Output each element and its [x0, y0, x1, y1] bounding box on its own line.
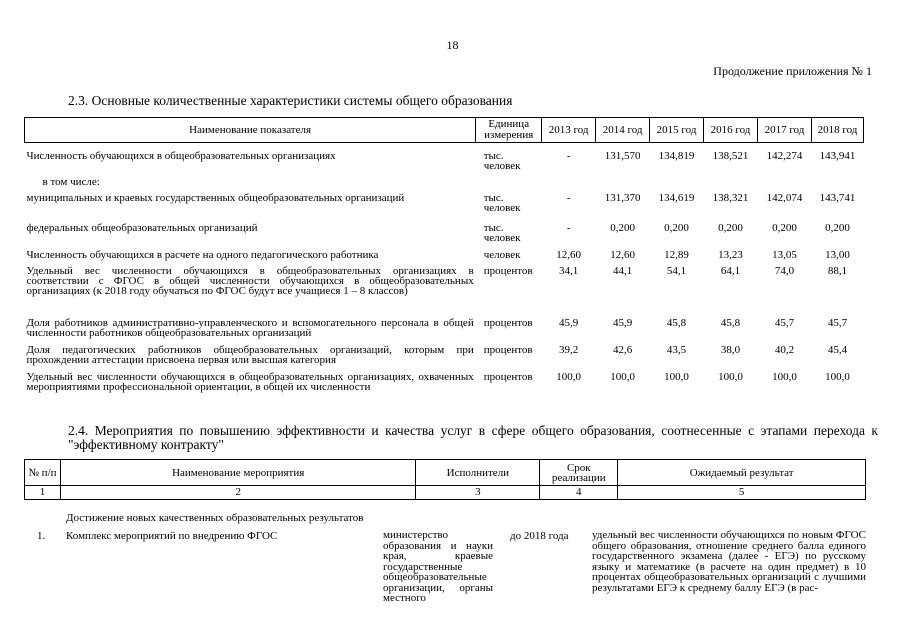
measure-name: Комплекс мероприятий по внедрению ФГОС — [66, 530, 278, 542]
indicator-value: 143,941 — [819, 149, 856, 162]
indicator-value: 131,570 — [604, 149, 641, 162]
indicator-value: 138,321 — [712, 191, 749, 204]
indicator-value: 45,7 — [774, 316, 795, 329]
indicator-unit: тыс. человек — [483, 191, 521, 214]
indicator-value: 12,60 — [556, 248, 582, 261]
indicator-unit: процентов — [483, 316, 533, 329]
table-row — [25, 345, 864, 372]
table-row — [25, 151, 864, 177]
indicator-value: 100,0 — [718, 370, 743, 383]
col-header-num: № п/п — [25, 460, 61, 486]
table-row — [25, 177, 864, 193]
indicator-name: федеральных общеобразовательных организаций — [26, 221, 258, 234]
indicator-value: 0,200 — [772, 221, 797, 234]
indicator-value: 0,200 — [610, 221, 635, 234]
indicator-unit: процентов — [483, 370, 533, 383]
table-row — [25, 223, 864, 250]
subsection-heading: Достижение новых качественных образовательных результатов — [66, 512, 364, 524]
indicator-value: 138,521 — [712, 149, 749, 162]
indicator-value: 45,9 — [612, 316, 633, 329]
indicator-value: 142,274 — [766, 149, 803, 162]
indicator-value: 38,0 — [720, 343, 741, 356]
indicator-value: 54,1 — [666, 264, 687, 277]
indicator-name: Доля работников административно-управленческого и вспомогательного персонала в общей численности работников общеобразовательных организаций — [26, 316, 474, 339]
indicator-value: 100,0 — [772, 370, 797, 383]
indicator-value: 45,9 — [559, 316, 579, 329]
indicator-value: 43,5 — [666, 343, 687, 356]
measure-result: удельный вес численности обучающихся по новым ФГОС общего образования, отношение среднего балла единого государственного экзамена (далее - ЕГЭ) по русскому языку и математике (в расчете на один предмет) в 10 процентах общеобразовательных организаций с лучшими результатами ЕГЭ к среднему баллу ЕГЭ (в рас- — [592, 529, 866, 594]
indicator-value: 74,0 — [774, 264, 795, 277]
col-header-year: 2015 год — [650, 118, 704, 143]
column-number: 1 — [25, 486, 61, 500]
indicator-value: 34,1 — [559, 264, 579, 277]
measures-header-row — [25, 460, 866, 486]
table-row — [25, 250, 864, 266]
col-header-term: Срок реализации — [540, 460, 618, 486]
section-2-3-title: 2.3. Основные количественные характеристики системы общего образования — [68, 93, 513, 108]
col-header-year: 2014 год — [596, 118, 650, 143]
indicator-name: Доля педагогических работников общеобразовательных организаций, которым при прохождении аттестации присвоена первая или высшая категория — [26, 343, 474, 366]
section-2-4-title: 2.4. Мероприятия по повышению эффективности и качества услуг в сфере общего образования, соотнесенные с этапами перехода к "эффективному контракту" — [68, 423, 878, 452]
indicator-unit: тыс. человек — [483, 221, 521, 244]
indicator-value: 64,1 — [720, 264, 741, 277]
indicator-unit: процентов — [483, 264, 533, 277]
indicator-value: 13,05 — [772, 248, 797, 261]
table-row — [25, 266, 864, 318]
indicator-value: 45,4 — [827, 343, 848, 356]
col-header-year: 2013 год — [542, 118, 596, 143]
table-row — [25, 318, 864, 345]
column-number: 2 — [60, 486, 415, 500]
indicator-unit: процентов — [483, 343, 533, 356]
column-number: 3 — [416, 486, 540, 500]
col-header-executors: Исполнители — [416, 460, 540, 486]
indicator-value: 143,741 — [819, 191, 856, 204]
col-header-result: Ожидаемый результат — [618, 460, 866, 486]
col-header-measure: Наименование мероприятия — [60, 460, 415, 486]
page-number: 18 — [446, 38, 459, 52]
indicator-value: 45,8 — [720, 316, 741, 329]
indicator-value: 100,0 — [825, 370, 850, 383]
column-number: 4 — [540, 486, 618, 500]
column-numbers-row — [25, 486, 866, 500]
col-header-year: 2016 год — [704, 118, 758, 143]
indicator-value: 100,0 — [556, 370, 582, 383]
indicator-value: 40,2 — [774, 343, 795, 356]
measures-table — [24, 459, 866, 500]
indicator-value: 134,619 — [658, 191, 695, 204]
indicator-value: 13,23 — [718, 248, 743, 261]
indicator-value: 12,89 — [664, 248, 689, 261]
indicator-name: муниципальных и краевых государственных общеобразовательных организаций — [26, 191, 405, 204]
col-header-name: Наименование показателя — [25, 118, 476, 143]
indicator-value: 0,200 — [825, 221, 850, 234]
column-number: 5 — [618, 486, 866, 500]
col-header-unit: Единица измерения — [476, 118, 542, 143]
indicator-unit: человек — [483, 248, 521, 261]
indicator-name: Удельный вес численности обучающихся в общеобразовательных организациях в соответствии с ФГОС в общей численности обучающихся в общеобразовательных организациях (к 2018 году обучаться по ФГОС будут все учащиеся 1 – 8 классов) — [26, 264, 474, 297]
indicator-value: 42,6 — [612, 343, 633, 356]
indicator-value: 142,074 — [766, 191, 803, 204]
indicator-name: Удельный вес численности обучающихся в общеобразовательных организациях, охваченных мероприятиями профессиональной ориентации, в общей их численности — [26, 370, 474, 393]
indicator-value: 39,2 — [559, 343, 579, 356]
indicators-header-row — [25, 118, 864, 143]
indicator-value: 134,819 — [658, 149, 695, 162]
indicator-name: Численность обучающихся в расчете на одного педагогического работника — [26, 248, 379, 261]
indicator-name: в том числе: — [42, 175, 100, 188]
indicator-value: - — [566, 191, 571, 204]
indicator-value: 100,0 — [610, 370, 635, 383]
indicator-unit: тыс. человек — [483, 149, 521, 172]
continuation-note: Продолжение приложения № 1 — [713, 64, 872, 78]
indicators-table — [24, 117, 864, 408]
measure-number: 1. — [37, 530, 46, 542]
col-header-year: 2018 год — [811, 118, 863, 143]
indicator-value: - — [566, 149, 571, 162]
indicator-value: 0,200 — [718, 221, 743, 234]
indicator-value: 88,1 — [827, 264, 848, 277]
indicator-value: 131,370 — [604, 191, 641, 204]
indicator-value: 13,00 — [825, 248, 850, 261]
indicator-value: 45,7 — [827, 316, 848, 329]
col-header-year: 2017 год — [757, 118, 811, 143]
table-row — [25, 372, 864, 408]
indicator-name: Численность обучающихся в общеобразовательных организациях — [26, 149, 336, 162]
indicator-value: 12,60 — [610, 248, 635, 261]
table-row — [25, 193, 864, 223]
indicator-value: 0,200 — [664, 221, 689, 234]
measure-executors: министерство образования и науки края, краевые государственные общеобразовательные организации, органы местного — [383, 529, 493, 604]
indicator-value: 44,1 — [612, 264, 633, 277]
indicator-value: 45,8 — [666, 316, 687, 329]
indicator-value: - — [566, 221, 571, 234]
indicator-value: 100,0 — [664, 370, 689, 383]
measure-term: до 2018 года — [510, 530, 569, 542]
